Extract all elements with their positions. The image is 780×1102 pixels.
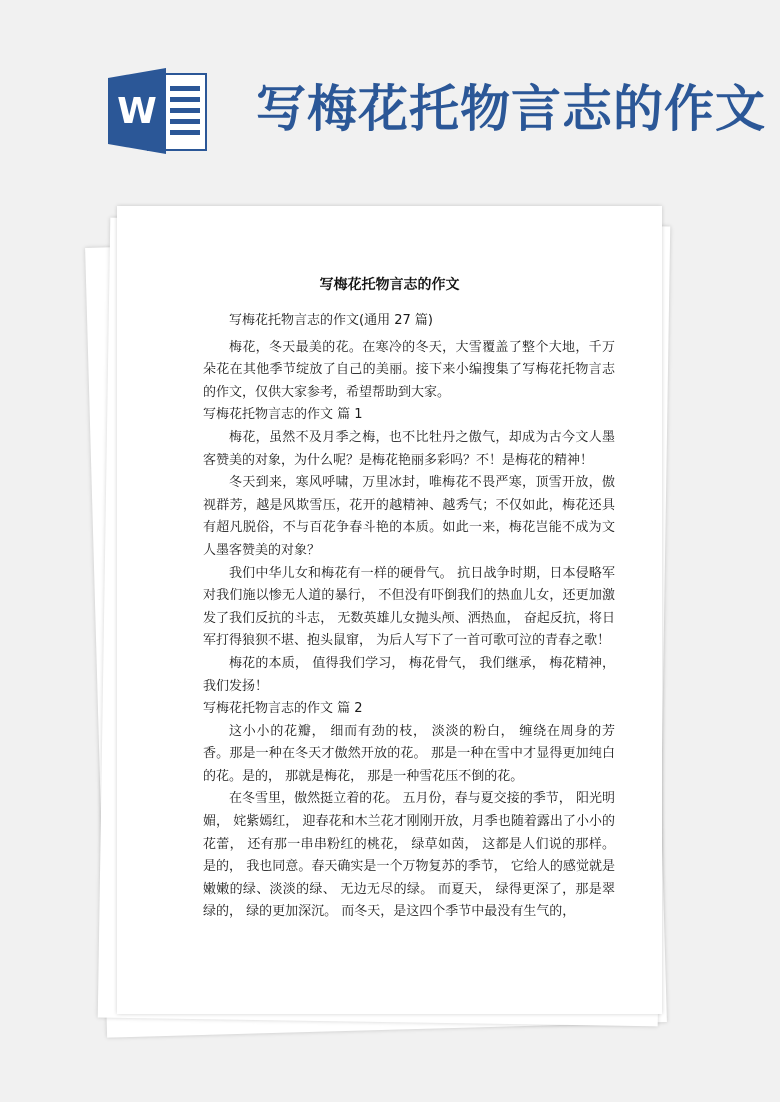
section-paragraph: 梅花的本质， 值得我们学习， 梅花骨气， 我们继承， 梅花精神，我们发扬！ [203, 655, 615, 694]
section-paragraph: 在冬雪里，傲然挺立着的花。 五月份，春与夏交接的季节， 阳光明媚， 姹紫嫣红， 迎春花和木兰花才刚刚开放，月季也随着露出了小小的花蕾， 还有那一串串粉红的桃花， 绿草如茵， 这都是人们说的那样。是的， 我也同意。春天确实是一个万物复苏的季节， 它给人的感觉就是嫩嫩的绿、淡淡的绿、 无边无尽的绿。 而夏天， 绿得更深了，那是翠绿的， 绿的更加深沉。 而冬天，是这四个季节中最没有生气的， [203, 791, 615, 920]
banner-title: 写梅花托物言志的作文 [256, 79, 766, 138]
section-paragraph: 我们中华儿女和梅花有一样的硬骨气。 抗日战争时期，日本侵略军对我们施以惨无人道的暴行， 不但没有吓倒我们的热血儿女，还更加激发了我们反抗的斗志， 无数英雄儿女抛头颅、洒热血， 奋起反抗，将日军打得狼狈不堪、抱头鼠窜， 为后人写下了一首可歌可泣的青春之歌！ [203, 565, 615, 649]
logo-letter: W [117, 91, 157, 132]
section-paragraph: 梅花，虽然不及月季之梅，也不比牡丹之傲气，却成为古今文人墨客赞美的对象，为什么呢？是梅花艳丽多彩吗？不！是梅花的精神！ [203, 429, 615, 468]
section-heading: 写梅花托物言志的作文 篇 2 [203, 701, 363, 717]
header-banner [0, 0, 780, 200]
section-paragraph: 这小小的花瓣， 细而有劲的枝， 淡淡的粉白， 缠绕在周身的芳香。那是一种在冬天才傲然开放的花。 那是一种在雪中才显得更加纯白的花。是的， 那就是梅花， 那是一种雪花压不倒的花。 [203, 723, 615, 784]
intro-paragraph: 梅花，冬天最美的花。在寒冷的冬天，大雪覆盖了整个大地，千万朵花在其他季节绽放了自己的美丽。接下来小编搜集了写梅花托物言志的作文，仅供大家参考，希望帮助到大家。 [203, 339, 615, 400]
section-paragraph: 冬天到来，寒风呼啸，万里冰封，唯梅花不畏严寒，顶雪开放，傲视群芳，越是风欺雪压，花开的越精神、越秀气；不仅如此，梅花还具有超凡脱俗，不与百花争春斗艳的本质。如此一来，梅花岂能不成为文人墨客赞美的对象？ [203, 475, 615, 558]
section-heading: 写梅花托物言志的作文 篇 1 [203, 407, 363, 423]
document-subtitle: 写梅花托物言志的作文(通用 27 篇) [229, 313, 433, 328]
word-logo-icon [108, 68, 208, 154]
document-title: 写梅花托物言志的作文 [319, 277, 460, 293]
document-body [203, 310, 615, 924]
document-page [117, 206, 662, 1014]
